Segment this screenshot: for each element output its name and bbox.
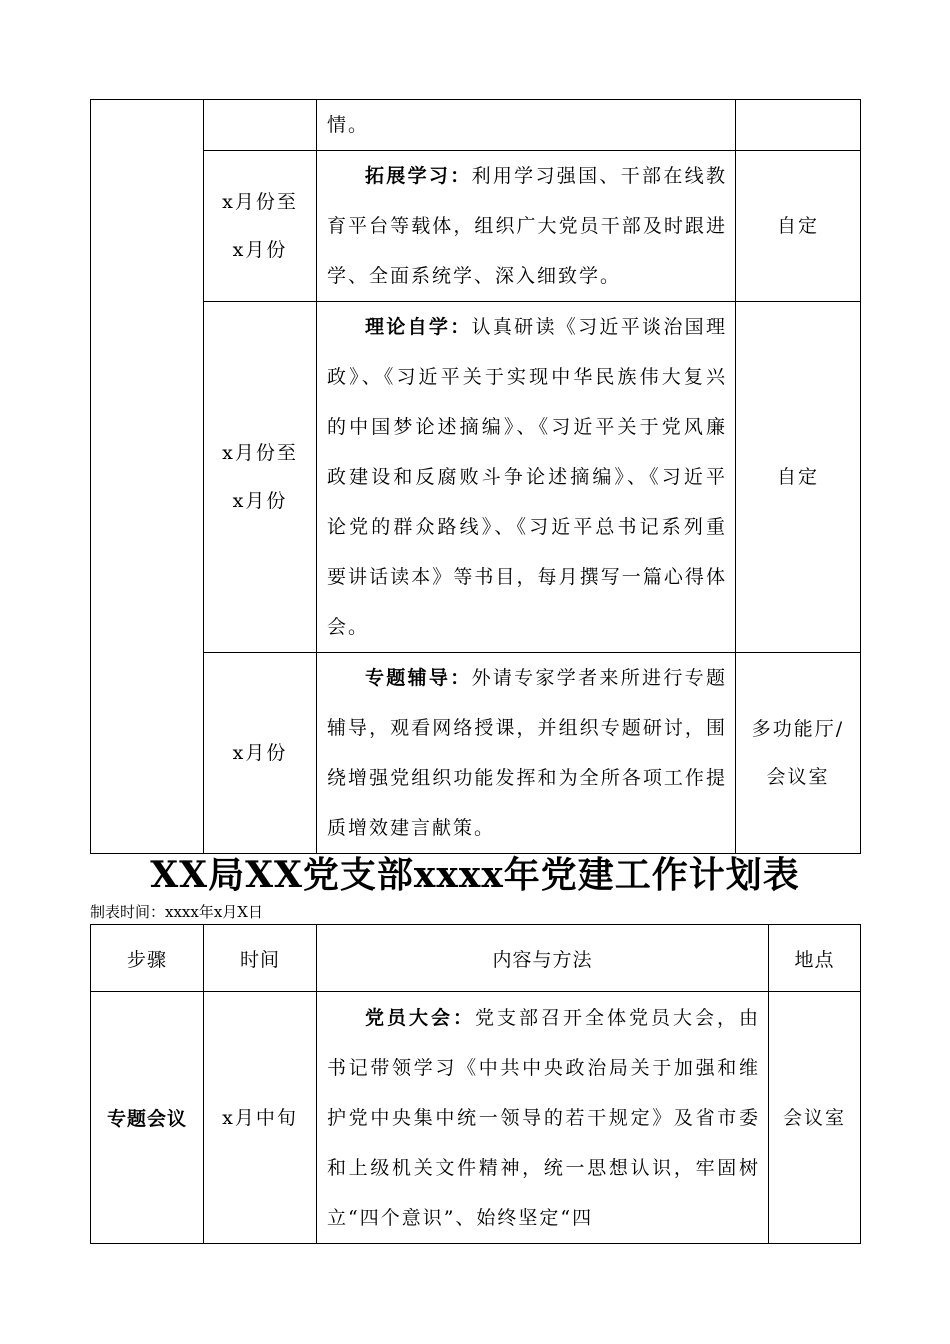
- table-row: [91, 653, 861, 854]
- step-cell-empty: [91, 100, 204, 854]
- content-label: 拓展学习：: [365, 165, 472, 187]
- content-label: 理论自学：: [365, 316, 472, 338]
- time-cell: x月份: [204, 653, 317, 854]
- place-cell: 多功能厅/会议室: [736, 653, 861, 854]
- continued-plan-table: [90, 99, 861, 854]
- content-cell: 拓展学习：利用学习强国、干部在线教育平台等载体，组织广大党员干部及时跟进学、全面系统学、深入细致学。: [317, 151, 736, 302]
- content-cell: 理论自学：认真研读《习近平谈治国理政》、《习近平关于实现中华民族伟大复兴的中国梦论述摘编》、《习近平关于党风廉政建设和反腐败斗争论述摘编》、《习近平论党的群众路线》、《习近平总书记系列重要讲话读本》等书目，每月撰写一篇心得体会。: [317, 302, 736, 653]
- content-label: 党员大会：: [365, 1006, 475, 1029]
- header-time: 时间: [204, 925, 317, 992]
- content-cell: 党员大会：党支部召开全体党员大会，由书记带领学习《中共中央政治局关于加强和维护党中央集中统一领导的若干规定》及省市委和上级机关文件精神，统一思想认识，牢固树立“四个意识”、始终坚定“四: [317, 992, 769, 1244]
- table-row: [91, 100, 861, 151]
- content-cell: 情。: [317, 100, 736, 151]
- place-cell: 自定: [736, 302, 861, 653]
- made-time: 制表时间：xxxx年x月X日: [90, 903, 263, 921]
- header-content: 内容与方法: [317, 925, 769, 992]
- place-cell: [736, 100, 861, 151]
- place-cell: 会议室: [769, 992, 861, 1244]
- plan-table: [90, 924, 861, 1244]
- table-row: [91, 302, 861, 653]
- table-row: [91, 992, 861, 1244]
- content-cell: 专题辅导：外请专家学者来所进行专题辅导，观看网络授课，并组织专题研讨，围绕增强党组织功能发挥和为全所各项工作提质增效建言献策。: [317, 653, 736, 854]
- time-cell: x月份至x月份: [204, 151, 317, 302]
- time-cell: x月份至x月份: [204, 302, 317, 653]
- table-header-row: [91, 925, 861, 992]
- header-place: 地点: [769, 925, 861, 992]
- step-cell: 专题会议: [91, 992, 204, 1244]
- place-cell: 自定: [736, 151, 861, 302]
- table-row: [91, 151, 861, 302]
- content-label: 专题辅导：: [365, 667, 472, 689]
- header-step: 步骤: [91, 925, 204, 992]
- time-cell: [204, 100, 317, 151]
- page-title: XX局XX党支部xxxx年党建工作计划表: [150, 854, 800, 896]
- time-cell: x月中旬: [204, 992, 317, 1244]
